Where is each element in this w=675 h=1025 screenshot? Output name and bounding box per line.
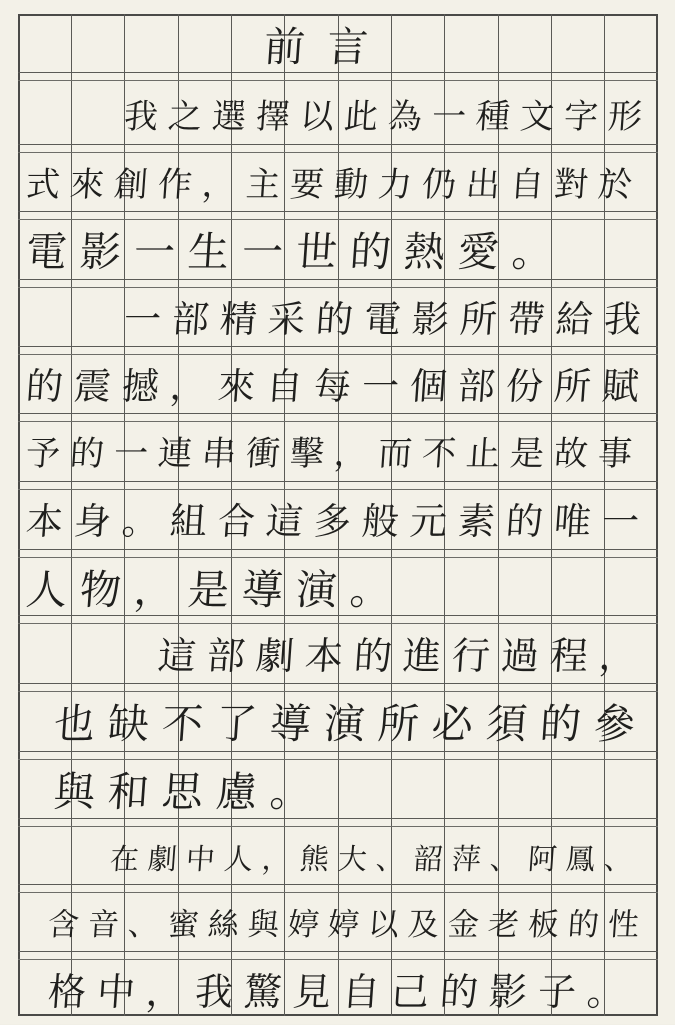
manuscript-line (18, 557, 658, 623)
manuscript-line-text: 本身。組合這多般元素的唯一 (24, 500, 652, 543)
manuscript-line (18, 421, 658, 487)
manuscript-line (18, 287, 658, 353)
manuscript-line-text: 這部劇本的進行過程， (156, 634, 650, 678)
manuscript-line-text: 我之選擇以此為一種文字形 (122, 97, 654, 137)
manuscript-line (18, 623, 658, 689)
manuscript-line-text: 含音、蜜絲與婷婷以及金老板的性 (46, 907, 650, 943)
grid-row-line (18, 80, 658, 81)
manuscript-line (18, 892, 658, 958)
manuscript-line-text: 的震撼，來自每一個部份所賦 (24, 365, 652, 408)
manuscript-line-text: 電影一生一世的熱愛。 (24, 228, 568, 276)
manuscript-title-row (18, 14, 658, 80)
manuscript-line-text: 一部精采的電影所帶給我 (122, 298, 654, 341)
manuscript-line (18, 759, 658, 825)
manuscript-title: 前言 (262, 23, 392, 71)
manuscript-line (18, 959, 658, 1025)
manuscript-line-text: 也缺不了導演所必須的參 (52, 700, 650, 748)
manuscript-line (18, 152, 658, 218)
manuscript-line-text: 與和思慮。 (52, 768, 326, 816)
manuscript-line-text: 人物，是導演。 (24, 566, 406, 614)
manuscript-line-text: 式來創作，主要動力仍出自對於 (24, 165, 644, 205)
manuscript-line (18, 219, 658, 285)
manuscript-line-text: 在劇中人，熊大、韶萍、阿鳳、 (108, 842, 644, 876)
manuscript-line (18, 354, 658, 420)
manuscript-line (18, 826, 658, 892)
manuscript-line (18, 691, 658, 757)
manuscript-line-text: 格中，我驚見自己的影子。 (46, 970, 638, 1014)
manuscript-line-text: 予的一連串衝擊，而不止是故事 (24, 434, 644, 474)
manuscript-line (18, 489, 658, 555)
manuscript-line (18, 84, 658, 150)
